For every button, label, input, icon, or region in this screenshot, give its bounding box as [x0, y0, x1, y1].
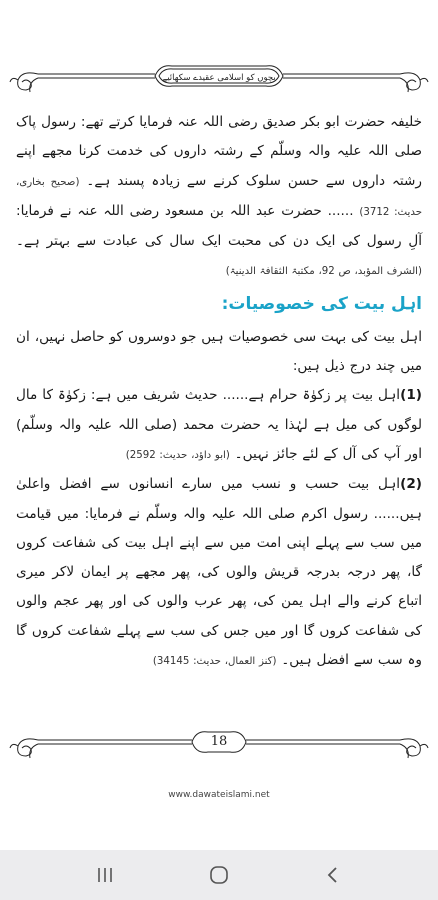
paragraph-1b-text: ...... حضرت عبد اللہ بن مسعود رضی اللہ عنہ نے فرمایا: آلِ رسول کی ایک دن کی محبت ایک سال کی عبادت سے بہتر ہے۔: [16, 202, 422, 250]
citation-bukhari: (صحیح بخاری، حدیث: 3712): [16, 176, 422, 218]
list-item-2: [16, 470, 422, 676]
back-button[interactable]: [303, 850, 363, 900]
footer-url: www.dawateislami.net: [168, 790, 270, 800]
list-item-1-text: اہل بیت پر زکوٰۃ حرام ہے...... حدیث شریف میں ہے: زکوٰۃ کا مال لوگوں کی میل ہے لہٰذا یہ حضرت محمد (صلی اللہ علیہ والہ وسلّم) اور آپ کی آل کے لئے جائز نہیں۔: [16, 387, 422, 462]
citation-kanz: (کنز العمال، حدیث: 34145): [152, 656, 277, 668]
page-number: 18: [210, 734, 228, 749]
section-heading: اہل بیت کی خصوصیات:: [221, 293, 422, 314]
paragraph-1: [16, 108, 422, 287]
running-header-title: بچوں کو اسلامی عقیدے سکھائیے: [162, 73, 276, 83]
citation-sharaf: (الشرف المؤبد، ص 92، مکتبۃ الثقافۃ الدینیۃ): [225, 266, 422, 278]
recent-apps-icon: [95, 865, 115, 885]
system-navigation-bar: [0, 850, 438, 900]
list-item-1-number: (1): [400, 387, 422, 404]
back-icon: [323, 865, 343, 885]
list-item-2-number: (2): [400, 476, 422, 493]
paragraph-1-text: خلیفہ حضرت ابو بکر صدیق رضی اللہ عنہ فرمایا کرتے تھے: رسول پاک صلی اللہ علیہ والہ وسلّم کے رشتہ داروں کی خدمت کرنا مجھے اپنے رشتہ داروں سے حسن سلوک کرنے سے زیادہ پسند ہے۔: [16, 114, 422, 189]
citation-abu-dawud: (ابو داؤد، حدیث: 2592): [125, 449, 230, 461]
page-content: [16, 108, 422, 676]
home-button[interactable]: [189, 850, 249, 900]
list-item-2-text: اہل بیت حسب و نسب میں سارے انسانوں سے افضل واعلیٰ ہیں...... رسول اکرم صلی اللہ علیہ والہ وسلّم نے فرمایا: میں قیامت میں سب سے پہلے اپنی امت میں سے اپنے اہل بیت کی شفاعت کروں گا، پھر درجہ بدرجہ قریش والوں کی، پھر مجھے پر ایمان لاکر میری اتباع کرنے والے اہل یمن کی، پھر عرب والوں کی اور پھر عجم والوں کی شفاعت کروں گا اور میں جس کی سب سے پہلے شفاعت کروں گا وہ سب سے افضل ہیں۔: [16, 476, 422, 669]
home-icon: [209, 865, 229, 885]
list-item-1: [16, 381, 422, 470]
recent-apps-button[interactable]: [75, 850, 135, 900]
paragraph-2: اہل بیت کی بہت سی خصوصیات ہیں جو دوسروں کو حاصل نہیں، ان میں چند درج ذیل ہیں:: [16, 328, 422, 375]
